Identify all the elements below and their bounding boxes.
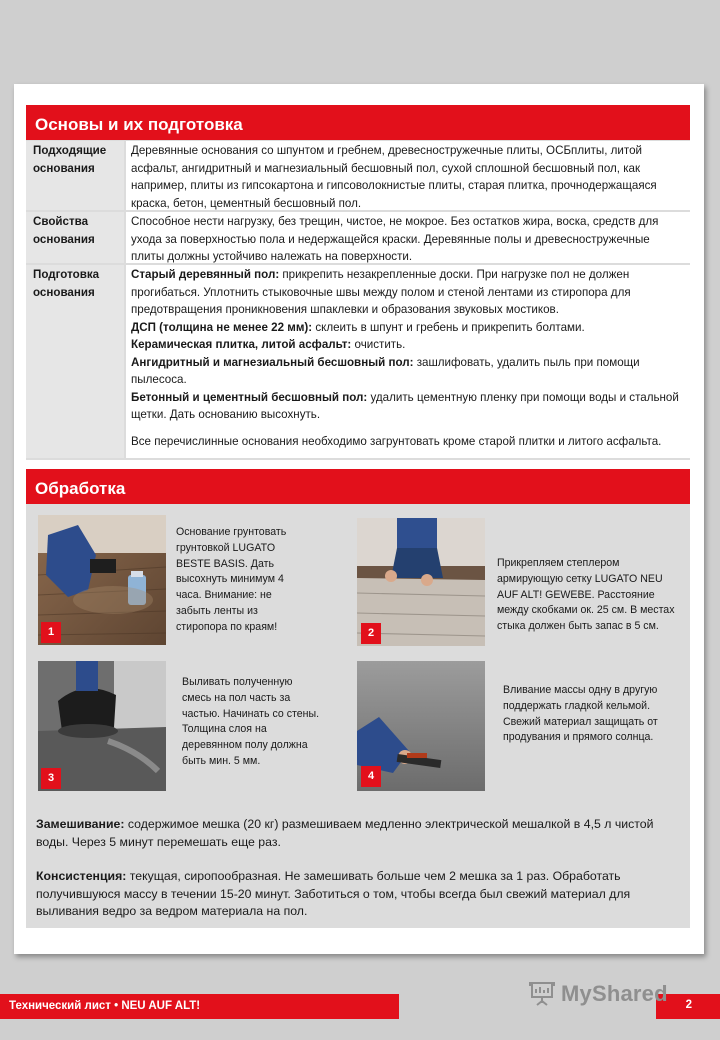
prep-item-anhydrite: Ангидритный и магнезиальный бесшовный пол: зашлифовать, удалить пыль при помощи пылесоса.	[131, 355, 640, 386]
step-4-caption: Вливание массы одну в другую поддержать гладкой кельмой. Свежий материал защищать от продувания и прямого солнца.	[503, 684, 658, 744]
step-badge: 1	[41, 622, 61, 643]
row-text: Деревянные основания со шпунтом и гребнем, древесностружечные плиты, ОСБплиты, литой асфальт, ангидритный и магнезиальный бесшовный пол, сухой сплошной бесшовный пол, как например, плиты из гипсокартона и гипсоволокнистые плиты, старая плитка, прочнодержащаяся краска, бетон, цементный бесшовный пол.	[126, 141, 690, 210]
prep-note: Все перечислинные основания необходимо загрунтовать кроме старой плитки и литого асфальта.	[131, 434, 662, 448]
step-badge: 4	[361, 766, 381, 787]
step-1-caption: Основание грунтовать грунтовкой LUGATO BESTE BASIS. Дать высохнуть минимум 4 часа. Внимание: не забыть ленты из стиропора по краям!	[176, 526, 287, 633]
section-title-processing: Обработка	[26, 469, 690, 504]
step-2-caption: Прикрепляем степлером армирующую сетку LUGATO NEU AUF ALT! GEWEBE. Расстояние между скобками ок. 25 см. В местах стыка должен быть запас в 5 см.	[497, 557, 675, 633]
consistency-paragraph: Консистенция: текущая, сиропообразная. Не замешивать больше чем 2 мешка за 1 раз. Обработать получившуюся массу в течении 15-20 минут. Заботиться о том, чтобы всегда был свежий материал для выливания ведро за ведром материала на пол.	[36, 869, 631, 918]
step-3-caption: Выливать полученную смесь на пол часть за частью. Начинать со стены. Толщина слоя на деревянном полу должна быть мин. 5 мм.	[182, 676, 320, 767]
mixing-paragraph: Замешивание: содержимое мешка (20 кг) размешиваем медленно электрической мешалкой в 4,5 л чистой воды. Через 5 минут перемешать еще раз.	[36, 817, 654, 849]
page-number: 2	[656, 994, 720, 1019]
step-badge: 2	[361, 623, 381, 644]
row-text	[126, 265, 690, 458]
row-label: Подготовка основания	[26, 265, 124, 458]
row-text: Способное нести нагрузку, без трещин, чистое, не мокрое. Без остатков жира, воска, средств для ухода за поверхностью пола и недержащейся краски. Деревянные полы и древесностружечные плиты должны устойчиво належать на поверхности.	[126, 212, 690, 263]
table-row	[26, 212, 690, 263]
footer-title: Технический лист • NEU AUF ALT!	[0, 994, 399, 1019]
site-logo	[527, 978, 687, 1010]
table-row	[26, 141, 690, 210]
step-badge: 3	[41, 768, 61, 789]
row-label: Свойства основания	[26, 212, 124, 263]
section-title-preparation: Основы и их подготовка	[26, 105, 690, 140]
presentation-icon	[527, 977, 557, 1012]
table-row	[26, 265, 690, 458]
prep-item-concrete: Бетонный и цементный бесшовный пол: удалить цементную пленку при помощи воды и стальной щетки. Дать основанию высохнуть.	[131, 390, 679, 421]
prep-item-chipboard: ДСП (толщина не менее 22 мм): склеить в шпунт и гребень и прикрепить болтами.	[131, 320, 585, 334]
row-label: Подходящие основания	[26, 141, 124, 210]
logo-text: MyShared	[561, 981, 668, 1006]
prep-item-old-wood: Старый деревянный пол: прикрепить незакрепленные доски. При нагрузке пол не должен прогибаться. Уплотнить стыковочные швы между полом и стеной лентами из стиропора для предотвращения проникновения шпаклевки и образования звуковых мостиков.	[131, 268, 631, 316]
prep-item-tile: Керамическая плитка, литой асфальт: очистить.	[131, 338, 406, 351]
